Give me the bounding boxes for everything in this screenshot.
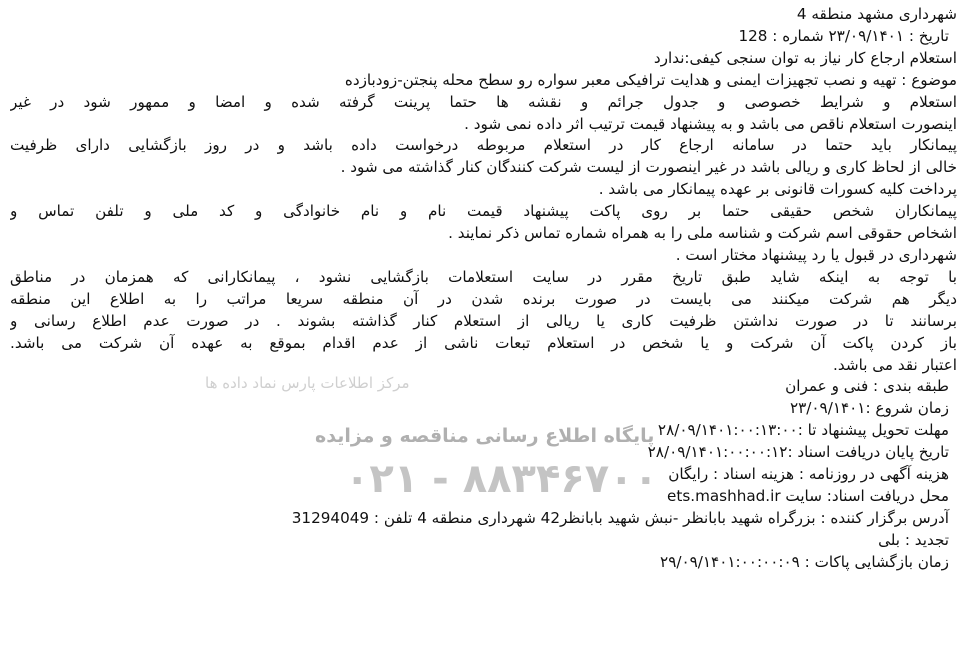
conditions-paragraph-6 [10, 267, 957, 377]
paragraph-line: پیمانکاران شخص حقیقی حتما بر روی پاکت پیشنهاد قیمت نام و نام خانوادگی و کد ملی و تلفن تماس و [10, 202, 957, 221]
bid-deadline-line: مهلت تحویل پیشنهاد تا :۲۸/۰۹/۱۴۰۱:۰۰:۱۳:۰۰ [657, 421, 949, 440]
renewal-line: تجدید : بلی [878, 530, 949, 549]
paragraph-line: برسانند تا در صورت نداشتن ظرفیت کاری یا ریالی از استعلام کنار گذاشته بشوند . در صورت عدم اطلاع رسانی و [10, 311, 957, 330]
conditions-paragraph-3 [10, 179, 957, 201]
paragraph-line: دیگر هم شرکت میکنند می بایست در صورت برنده شدن در آن منطقه سریعا مراتب را به اطلاع این منطقه [10, 289, 957, 308]
category-line: طبقه بندی : فنی و عمران [785, 377, 949, 396]
paragraph-line: شهرداری در قبول یا رد پیشنهاد مختار است . [675, 245, 957, 264]
date-number-line: تاریخ : ۲۳/۰۹/۱۴۰۱ شماره : 128 [738, 26, 949, 45]
paragraph-line: پرداخت کلیه کسورات قانونی بر عهده پیمانکار می باشد . [598, 180, 957, 199]
inquiry-title: استعلام ارجاع کار نیاز به توان سنجی کیفی:ندارد [653, 48, 957, 67]
conditions-paragraph-1 [10, 92, 957, 136]
start-date-line: زمان شروع :۲۳/۰۹/۱۴۰۱ [789, 399, 949, 418]
watermark-portal: پایگاه اطلاع رسانی مناقصه و مزایده [315, 425, 655, 447]
document-source-line: محل دریافت اسناد: سایت ets.mashhad.ir [667, 486, 949, 505]
document-deadline-line: تاریخ پایان دریافت اسناد :۲۸/۰۹/۱۴۰۱:۰۰:۰۰:۱۲ [647, 443, 949, 462]
watermark-phone: ۰۲۱ - ۸۸۳۴۶۷۰۰ [345, 456, 659, 502]
fees-line: هزینه آگهی در روزنامه : هزینه اسناد : رایگان [668, 465, 949, 484]
paragraph-line: باز کردن پاکت آن شرکت و یا شخص در استعلام تبعات ناشی از عدم اقدام بموقع به عهده آن شرکت می باشد. [10, 333, 957, 352]
paragraph-line: پیمانکار باید حتما در سامانه ارجاع کار در استعلام مربوطه درخواست داده باشد و در روز بازگشایی دارای ظرفیت [10, 136, 957, 155]
paragraph-line: خالی از لحاظ کاری و ریالی باشد در غیر اینصورت از لیست شرکت کنندگان کنار گذاشته می شود . [340, 158, 957, 177]
paragraph-line: با توجه به اینکه شاید طبق تاریخ مقرر در سایت استعلامات بازگشایی نشود ، پیمانکارانی که همزمان در مناطق [10, 267, 957, 286]
tender-details [10, 376, 957, 573]
opening-date-line: زمان بازگشایی پاکات : ۲۹/۰۹/۱۴۰۱:۰۰:۰۰:۰۹ [660, 552, 949, 571]
paragraph-line: اینصورت استعلام ناقص می باشد و به پیشنهاد قیمت ترتیب اثر داده نمی شود . [464, 114, 957, 133]
organizer-address-line: آدرس برگزار کننده : بزرگراه شهید بابانظر -نبش شهید بابانظر42 شهرداری منطقه 4 تلفن : 31294049 [291, 508, 949, 527]
subject-line: موضوع : تهیه و نصب تجهیزات ایمنی و هدایت ترافیکی معبر سواره رو سطح محله پنجتن-زودبازده [344, 70, 957, 89]
conditions-paragraph-4 [10, 201, 957, 245]
paragraph-line: استعلام و شرایط خصوصی و جدول جرائم و نقشه ها حتما پرینت گرفته شده و امضا و ممهور شود در غیر [10, 92, 957, 111]
watermark-company: مرکز اطلاعات پارس نماد داده ها [205, 374, 410, 392]
conditions-paragraph-5 [10, 245, 957, 267]
conditions-paragraph-2 [10, 135, 957, 179]
paragraph-line: اشخاص حقوقی اسم شرکت و شناسه ملی را به همراه شماره تماس ذکر نمایند . [448, 224, 957, 243]
municipality-header: شهرداری مشهد منطقه 4 [796, 5, 957, 23]
paragraph-line: اعتبار نقد می باشد. [833, 355, 957, 374]
